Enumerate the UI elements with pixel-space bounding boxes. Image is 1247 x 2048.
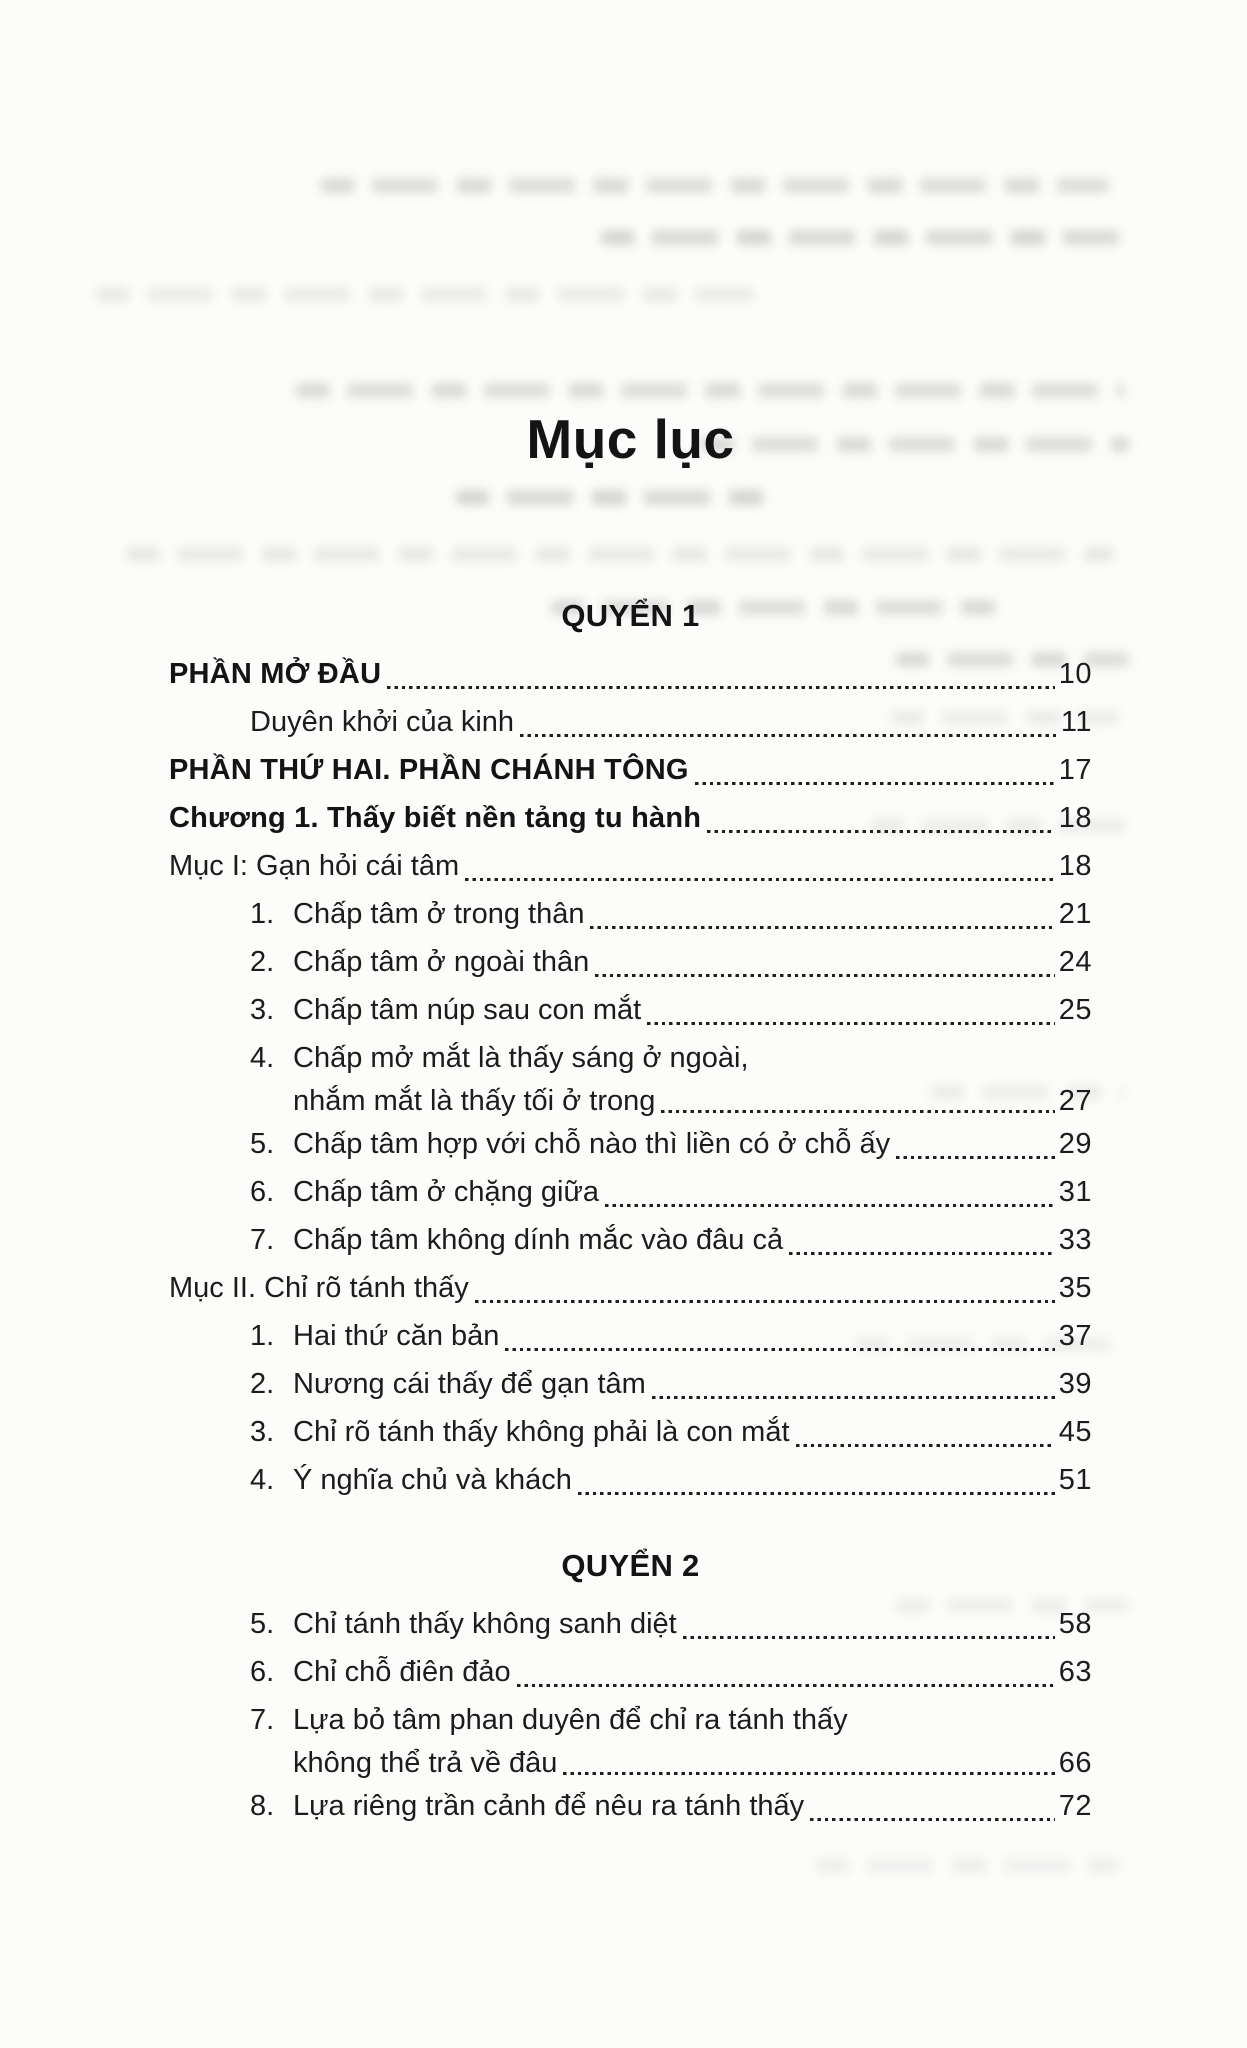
toc-entry (169, 1696, 1092, 1744)
toc-entry (169, 1360, 1092, 1408)
toc-entry (169, 1408, 1092, 1456)
dot-leader (517, 1684, 1055, 1687)
dot-leader (578, 1492, 1055, 1495)
toc-entry (169, 842, 1092, 890)
toc-entry (169, 1264, 1092, 1312)
toc-entry (169, 698, 1092, 746)
dot-leader (683, 1636, 1055, 1639)
entry-page: 18 (1058, 802, 1092, 834)
dot-leader (590, 926, 1054, 929)
toc-entry (169, 1456, 1092, 1504)
toc-entry-continuation (169, 1744, 1092, 1782)
dot-leader (695, 782, 1055, 785)
entry-number: 8. (250, 1790, 275, 1822)
toc-entry (169, 938, 1092, 986)
entry-page: 25 (1058, 994, 1092, 1026)
entry-label: PHẦN THỨ HAI. PHẦN CHÁNH TÔNG (169, 754, 689, 786)
dot-leader (387, 686, 1055, 689)
dot-leader (465, 878, 1055, 881)
toc-list (169, 592, 1092, 1830)
entry-label: nhắm mắt là thấy tối ở trong (293, 1085, 656, 1117)
entry-label: Chấp tâm không dính mắc vào đâu cả (293, 1224, 784, 1256)
entry-number: 3. (250, 994, 275, 1026)
dot-leader (520, 734, 1057, 737)
entry-label: Ý nghĩa chủ và khách (293, 1464, 572, 1496)
dot-leader (652, 1396, 1055, 1399)
toc-entry (169, 986, 1092, 1034)
entry-label: Lựa riêng trần cảnh để nêu ra tánh thấy (293, 1790, 805, 1822)
toc-entry (169, 1648, 1092, 1696)
entry-page: 11 (1060, 706, 1092, 738)
entry-label: Chấp mở mắt là thấy sáng ở ngoài, (293, 1042, 749, 1074)
dot-leader (605, 1204, 1055, 1207)
toc-entry (169, 794, 1092, 842)
entry-page: 51 (1058, 1464, 1092, 1496)
dot-leader (505, 1348, 1054, 1351)
dot-leader (789, 1252, 1055, 1255)
toc-entry (169, 1600, 1092, 1648)
toc-entry (169, 1120, 1092, 1168)
entry-label: Chương 1. Thấy biết nền tảng tu hành (169, 802, 702, 834)
dot-leader (796, 1444, 1055, 1447)
entry-number: 1. (250, 898, 275, 930)
entry-label: Hai thứ căn bản (293, 1320, 500, 1352)
dot-leader (896, 1156, 1055, 1159)
entry-number: 5. (250, 1128, 275, 1160)
entry-number: 5. (250, 1608, 275, 1640)
entry-page: 29 (1058, 1128, 1092, 1160)
entry-label: Duyên khởi của kinh (250, 706, 515, 738)
entry-label: Chỉ chỗ điên đảo (293, 1656, 511, 1688)
entry-label: Chấp tâm ở chặng giữa (293, 1176, 600, 1208)
toc-entry (169, 890, 1092, 938)
entry-page: 66 (1058, 1747, 1092, 1779)
entry-number: 6. (250, 1176, 275, 1208)
section-heading: QUYỂN 1 (561, 598, 700, 633)
toc-entry (169, 746, 1092, 794)
entry-page: 27 (1058, 1085, 1092, 1117)
entry-page: 37 (1058, 1320, 1092, 1352)
entry-page: 18 (1058, 850, 1092, 882)
toc-entry (169, 1168, 1092, 1216)
toc-entry (169, 1782, 1092, 1830)
entry-number: 4. (250, 1042, 275, 1074)
toc-entry (169, 1034, 1092, 1082)
section-heading: QUYỂN 2 (561, 1548, 700, 1583)
toc-entry (169, 650, 1092, 698)
dot-leader (475, 1300, 1055, 1303)
entry-label: Mục II. Chỉ rõ tánh thấy (169, 1272, 469, 1304)
entry-page: 21 (1058, 898, 1092, 930)
toc-entry-continuation (169, 1082, 1092, 1120)
entry-label: Mục I: Gạn hỏi cái tâm (169, 850, 460, 882)
toc-entry (169, 1216, 1092, 1264)
dot-leader (810, 1818, 1055, 1821)
entry-page: 39 (1058, 1368, 1092, 1400)
entry-page: 58 (1058, 1608, 1092, 1640)
bleed-through-line (815, 1858, 1120, 1873)
entry-page: 17 (1058, 754, 1092, 786)
entry-label: Chấp tâm núp sau con mắt (293, 994, 642, 1026)
entry-page: 33 (1058, 1224, 1092, 1256)
entry-page: 35 (1058, 1272, 1092, 1304)
dot-leader (661, 1110, 1054, 1113)
entry-label: Lựa bỏ tâm phan duyên để chỉ ra tánh thấy (293, 1704, 848, 1736)
entry-page: 10 (1058, 658, 1092, 690)
entry-label: Chấp tâm hợp với chỗ nào thì liền có ở chỗ ấy (293, 1128, 891, 1160)
entry-label: PHẦN MỞ ĐẦU (169, 658, 382, 690)
entry-page: 31 (1058, 1176, 1092, 1208)
entry-number: 2. (250, 946, 275, 978)
dot-leader (647, 1022, 1055, 1025)
entry-number: 3. (250, 1416, 275, 1448)
entry-label: Chỉ tánh thấy không sanh diệt (293, 1608, 677, 1640)
entry-number: 7. (250, 1704, 275, 1736)
entry-number: 2. (250, 1368, 275, 1400)
toc-entry (169, 1312, 1092, 1360)
entry-label: không thể trả về đâu (293, 1747, 558, 1779)
entry-number: 4. (250, 1464, 275, 1496)
dot-leader (707, 830, 1055, 833)
entry-page: 45 (1058, 1416, 1092, 1448)
entry-label: Nương cái thấy để gạn tâm (293, 1368, 646, 1400)
entry-number: 7. (250, 1224, 275, 1256)
dot-leader (595, 974, 1054, 977)
entry-label: Chấp tâm ở ngoài thân (293, 946, 590, 978)
entry-page: 63 (1058, 1656, 1092, 1688)
page-title: Mục lục (526, 408, 735, 470)
entry-page: 72 (1058, 1790, 1092, 1822)
entry-label: Chấp tâm ở trong thân (293, 898, 585, 930)
entry-number: 6. (250, 1656, 275, 1688)
entry-page: 24 (1058, 946, 1092, 978)
dot-leader (563, 1772, 1054, 1775)
entry-number: 1. (250, 1320, 275, 1352)
entry-label: Chỉ rõ tánh thấy không phải là con mắt (293, 1416, 790, 1448)
